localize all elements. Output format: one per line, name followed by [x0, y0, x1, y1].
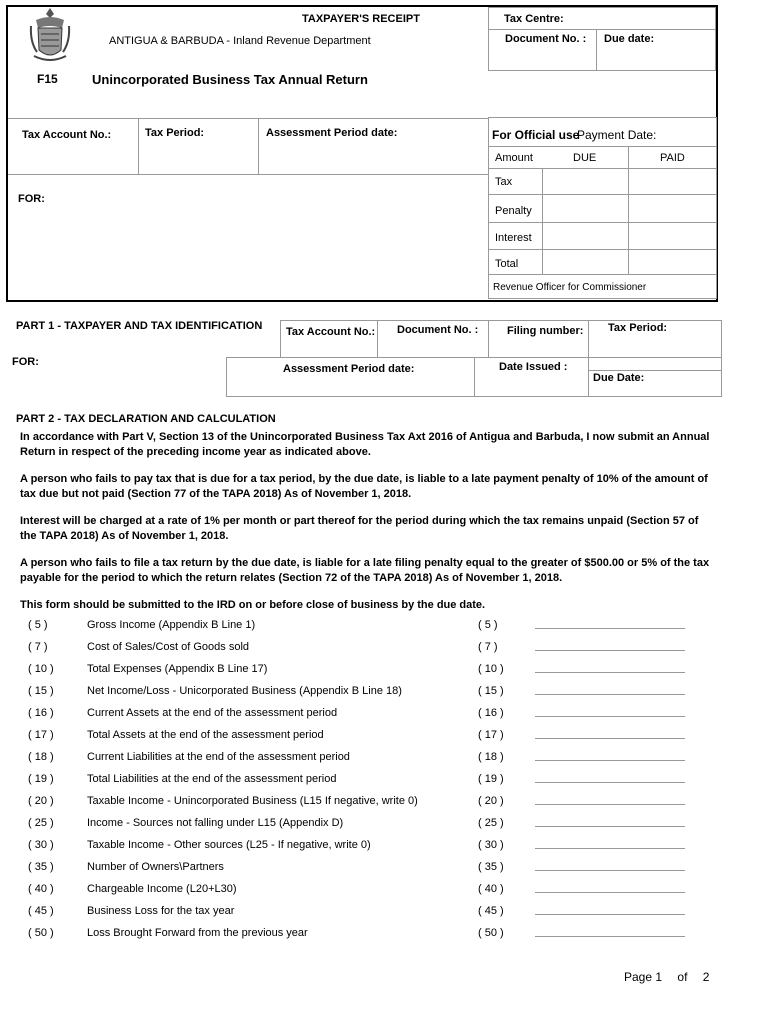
line-item — [0, 927, 770, 947]
assessment-period-label: Assessment Period date: — [266, 127, 398, 139]
line-description: Net Income/Loss - Unicorporated Business (Appendix B Line 18) — [87, 685, 402, 697]
line-value-field[interactable] — [535, 914, 685, 915]
receipt-title: TAXPAYER'S RECEIPT — [302, 13, 420, 25]
line-description: Income - Sources not falling under L15 (Appendix D) — [87, 817, 344, 829]
part1-title: PART 1 - TAXPAYER AND TAX IDENTIFICATION — [16, 320, 263, 332]
of-label: of — [677, 970, 688, 984]
line-code: ( 16 ) — [28, 707, 54, 719]
document-no-label: Document No. : — [505, 33, 587, 45]
part1-for-label: FOR: — [12, 356, 39, 368]
line-code: ( 40 ) — [28, 883, 54, 895]
line-code-right: ( 25 ) — [478, 817, 504, 829]
line-item — [0, 773, 770, 793]
line-code-right: ( 20 ) — [478, 795, 504, 807]
line-code: ( 5 ) — [28, 619, 48, 631]
due-date-label: Due date: — [604, 33, 655, 45]
part1-document-no-label: Document No. : — [397, 324, 479, 336]
line-value-field[interactable] — [535, 672, 685, 673]
line-value-field[interactable] — [535, 760, 685, 761]
line-item — [0, 663, 770, 683]
line-value-field[interactable] — [535, 892, 685, 893]
line-description: Number of Owners\Partners — [87, 861, 224, 873]
line-code-right: ( 17 ) — [478, 729, 504, 741]
line-value-field[interactable] — [535, 738, 685, 739]
line-item — [0, 751, 770, 771]
interest-paragraph: Interest will be charged at a rate of 1% per month or part thereof for the period during which the tax remains unpaid (Section 57 of the TAPA 2018) As of November 1, 2018. — [20, 515, 699, 542]
col-paid: PAID — [660, 152, 685, 164]
part1-date-issued-label: Date Issued : — [499, 361, 568, 373]
official-use-title: For Official use — [492, 128, 580, 142]
part1-tax-period-label: Tax Period: — [608, 322, 668, 334]
line-value-field[interactable] — [535, 716, 685, 717]
revenue-officer-label: Revenue Officer for Commissioner — [493, 282, 647, 293]
line-code: ( 18 ) — [28, 751, 54, 763]
line-value-field[interactable] — [535, 870, 685, 871]
line-value-field[interactable] — [535, 782, 685, 783]
line-code: ( 10 ) — [28, 663, 54, 675]
receipt-for-label: FOR: — [18, 193, 45, 205]
line-code: ( 20 ) — [28, 795, 54, 807]
late-payment-paragraph: A person who fails to pay tax that is due for a tax period, by the due date, is liable to a late payment penalty of 10% of the amount of tax due but not paid (Section 77 of the TAPA 2018) As of November 1, 2018. — [20, 473, 708, 500]
line-description: Business Loss for the tax year — [87, 905, 235, 917]
tax-centre-label: Tax Centre: — [504, 13, 564, 25]
page-number — [624, 970, 709, 984]
line-description: Cost of Sales/Cost of Goods sold — [87, 641, 250, 653]
line-code: ( 30 ) — [28, 839, 54, 851]
line-description: Taxable Income - Unincorporated Business (L15 If negative, write 0) — [87, 795, 418, 807]
line-code: ( 15 ) — [28, 685, 54, 697]
line-description: Loss Brought Forward from the previous year — [87, 927, 308, 939]
line-value-field[interactable] — [535, 694, 685, 695]
line-description: Total Liabilities at the end of the assessment period — [87, 773, 337, 785]
part2-title: PART 2 - TAX DECLARATION AND CALCULATION — [16, 413, 276, 425]
row-interest: Interest — [495, 232, 532, 244]
line-item — [0, 883, 770, 903]
line-item — [0, 729, 770, 749]
line-description: Total Expenses (Appendix B Line 17) — [87, 663, 268, 675]
line-value-field[interactable] — [535, 826, 685, 827]
line-code-right: ( 10 ) — [478, 663, 504, 675]
line-item — [0, 861, 770, 881]
line-code-right: ( 45 ) — [478, 905, 504, 917]
line-code: ( 17 ) — [28, 729, 54, 741]
col-due: DUE — [573, 152, 597, 164]
line-code: ( 35 ) — [28, 861, 54, 873]
line-value-field[interactable] — [535, 628, 685, 629]
line-value-field[interactable] — [535, 650, 685, 651]
line-item — [0, 619, 770, 639]
total-pages: 2 — [702, 970, 710, 984]
line-item — [0, 707, 770, 727]
line-code: ( 19 ) — [28, 773, 54, 785]
line-description: Current Assets at the end of the assessment period — [87, 707, 338, 719]
line-item — [0, 817, 770, 837]
line-code-right: ( 40 ) — [478, 883, 504, 895]
late-filing-paragraph: A person who fails to file a tax return by the due date, is liable for a late filing penalty equal to the greater of $500.00 or 5% of the tax payable for the period to which the return relates (Section 72 of the TAPA 2018) As of November 1, 2018. — [20, 557, 710, 584]
part1-due-date-label: Due Date: — [593, 372, 645, 384]
line-description: Chargeable Income (L20+L30) — [87, 883, 237, 895]
line-item — [0, 839, 770, 859]
department-name: ANTIGUA & BARBUDA - Inland Revenue Department — [109, 35, 371, 47]
line-description: Total Assets at the end of the assessment period — [87, 729, 324, 741]
tax-account-label: Tax Account No.: — [22, 129, 112, 141]
line-code: ( 45 ) — [28, 905, 54, 917]
line-code-right: ( 30 ) — [478, 839, 504, 851]
line-item — [0, 795, 770, 815]
line-code: ( 50 ) — [28, 927, 54, 939]
line-code-right: ( 16 ) — [478, 707, 504, 719]
line-item — [0, 905, 770, 925]
line-value-field[interactable] — [535, 848, 685, 849]
line-code-right: ( 18 ) — [478, 751, 504, 763]
submission-note: This form should be submitted to the IRD on or before close of business by the due date. — [20, 599, 486, 611]
line-description: Taxable Income - Other sources (L25 - If negative, write 0) — [87, 839, 371, 851]
row-tax: Tax — [495, 176, 513, 188]
line-code-right: ( 50 ) — [478, 927, 504, 939]
line-code-right: ( 15 ) — [478, 685, 504, 697]
part1-assessment-period-label: Assessment Period date: — [283, 363, 415, 375]
col-amount: Amount — [495, 152, 533, 164]
page-label: Page 1 — [624, 970, 663, 984]
part1-tax-account-label: Tax Account No.: — [286, 326, 376, 338]
line-code-right: ( 19 ) — [478, 773, 504, 785]
row-penalty: Penalty — [495, 205, 532, 217]
line-value-field[interactable] — [535, 936, 685, 937]
coat-of-arms-icon — [28, 6, 72, 66]
line-code-right: ( 35 ) — [478, 861, 504, 873]
line-code-right: ( 5 ) — [478, 619, 498, 631]
line-code: ( 25 ) — [28, 817, 54, 829]
form-code: F15 — [37, 72, 58, 86]
line-item — [0, 685, 770, 705]
line-value-field[interactable] — [535, 804, 685, 805]
line-description: Current Liabilities at the end of the assessment period — [87, 751, 350, 763]
declaration-paragraph: In accordance with Part V, Section 13 of the Unincorporated Business Tax Axt 2016 of Antigua and Barbuda, I now submit an Annual Return in respect of the preceding income year as indicated above. — [20, 431, 710, 458]
line-item — [0, 641, 770, 661]
form-title: Unincorporated Business Tax Annual Return — [92, 72, 368, 87]
line-code-right: ( 7 ) — [478, 641, 498, 653]
row-total: Total — [495, 258, 519, 270]
line-description: Gross Income (Appendix B Line 1) — [87, 619, 256, 631]
part1-filing-number-label: Filing number: — [507, 325, 584, 337]
line-code: ( 7 ) — [28, 641, 48, 653]
tax-period-label: Tax Period: — [145, 127, 205, 139]
payment-date-label: Payment Date: — [577, 128, 657, 142]
